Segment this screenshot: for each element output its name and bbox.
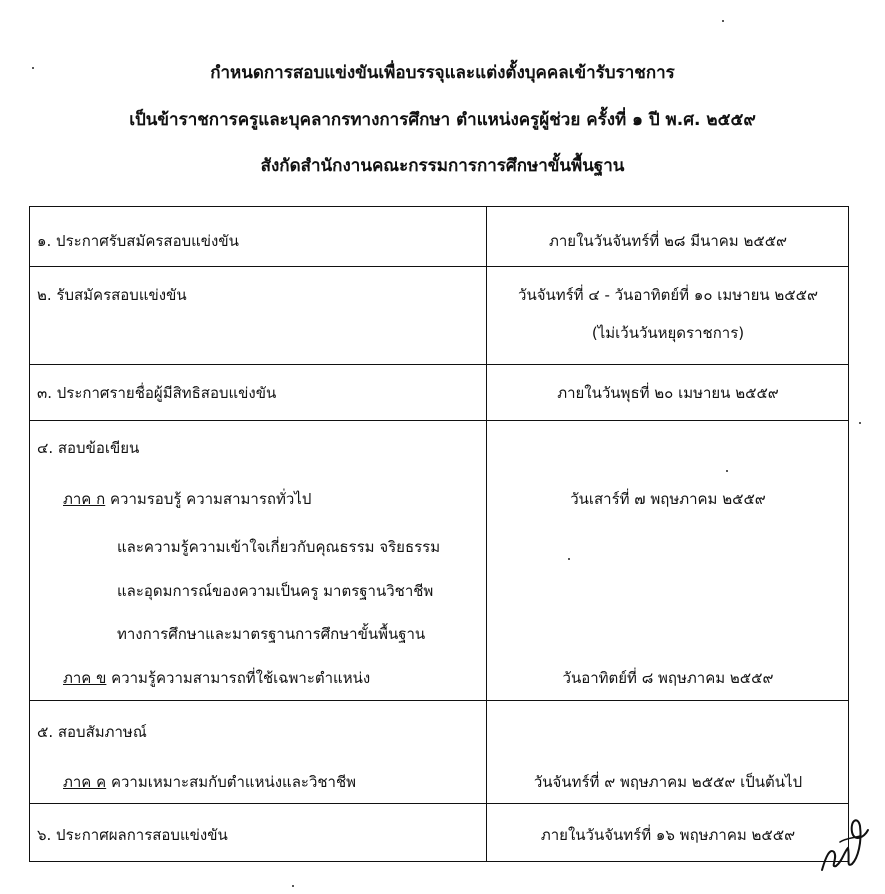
scan-speck bbox=[568, 558, 570, 560]
scan-speck bbox=[859, 422, 861, 424]
row1-step: ๑. ประกาศรับสมัครสอบแข่งขัน bbox=[37, 232, 239, 250]
part-a-line-2: และความรู้ความเข้าใจเกี่ยวกับคุณธรรม จริยธรรม bbox=[117, 538, 441, 556]
part-c-text: ความเหมาะสมกับตำแหน่งและวิชาชีพ bbox=[110, 773, 357, 791]
scan-speck bbox=[292, 885, 294, 887]
scan-speck bbox=[722, 20, 724, 22]
table-border-bottom bbox=[29, 861, 849, 862]
part-a-line-3: และอุดมการณ์ของความเป็นครู มาตรฐานวิชาชีพ bbox=[117, 582, 434, 600]
table-border-left bbox=[29, 206, 30, 862]
row2-note: (ไม่เว้นวันหยุดราชการ) bbox=[591, 324, 745, 342]
row6-date: ภายในวันจันทร์ที่ ๑๖ พฤษภาคม ๒๕๕๙ bbox=[540, 826, 796, 844]
part-a-text: ความรอบรู้ ความสามารถทั่วไป bbox=[109, 490, 312, 508]
part-a-line-1 bbox=[63, 489, 311, 509]
part-b-line bbox=[63, 668, 370, 688]
part-b-text: ความรู้ความสามารถที่ใช้เฉพาะตำแหน่ง bbox=[111, 669, 371, 687]
row3-step: ๓. ประกาศรายชื่อผู้มีสิทธิสอบแข่งขัน bbox=[37, 384, 277, 402]
row-divider bbox=[29, 420, 849, 421]
part-b-label: ภาค ข bbox=[63, 669, 107, 687]
part-c-label: ภาค ค bbox=[63, 773, 107, 791]
part-a-label: ภาค ก bbox=[63, 490, 106, 508]
scan-speck bbox=[32, 67, 34, 69]
document-title-line-2: เป็นข้าราชการครูและบุคลากรทางการศึกษา ตำแหน่งครูผู้ช่วย ครั้งที่ ๑ ปี พ.ศ. ๒๕๕๙ bbox=[129, 110, 756, 130]
row4-step: ๔. สอบข้อเขียน bbox=[37, 439, 140, 457]
row-divider bbox=[29, 803, 849, 804]
part-a-date: วันเสาร์ที่ ๗ พฤษภาคม ๒๕๕๙ bbox=[570, 490, 766, 508]
document-title-line-3: สังกัดสำนักงานคณะกรรมการการศึกษาขั้นพื้นฐาน bbox=[260, 156, 625, 176]
row3-date: ภายในวันพุธที่ ๒๐ เมษายน ๒๕๕๙ bbox=[557, 384, 779, 402]
row6-step: ๖. ประกาศผลการสอบแข่งขัน bbox=[37, 826, 228, 844]
row2-step: ๒. รับสมัครสอบแข่งขัน bbox=[37, 286, 187, 304]
row-divider bbox=[29, 266, 849, 267]
row2-date: วันจันทร์ที่ ๔ - วันอาทิตย์ที่ ๑๐ เมษายน ๒๕๕๙ bbox=[518, 286, 818, 304]
handwritten-signature bbox=[816, 812, 872, 878]
part-c-line bbox=[63, 772, 356, 792]
table-border-top bbox=[29, 206, 849, 207]
row1-date: ภายในวันจันทร์ที่ ๒๘ มีนาคม ๒๕๕๙ bbox=[548, 232, 788, 250]
scan-speck bbox=[726, 470, 728, 472]
part-b-date: วันอาทิตย์ที่ ๘ พฤษภาคม ๒๕๕๙ bbox=[562, 669, 774, 687]
schedule-table bbox=[29, 206, 849, 862]
document-title-line-1: กำหนดการสอบแข่งขันเพื่อบรรจุและแต่งตั้งบุคคลเข้ารับราชการ bbox=[210, 63, 675, 83]
row5-step: ๕. สอบสัมภาษณ์ bbox=[37, 723, 147, 741]
row-divider bbox=[29, 364, 849, 365]
part-c-date: วันจันทร์ที่ ๙ พฤษภาคม ๒๕๕๙ เป็นต้นไป bbox=[533, 773, 803, 791]
row-divider bbox=[29, 700, 849, 701]
part-a-line-4: ทางการศึกษาและมาตรฐานการศึกษาขั้นพื้นฐาน bbox=[117, 625, 426, 643]
